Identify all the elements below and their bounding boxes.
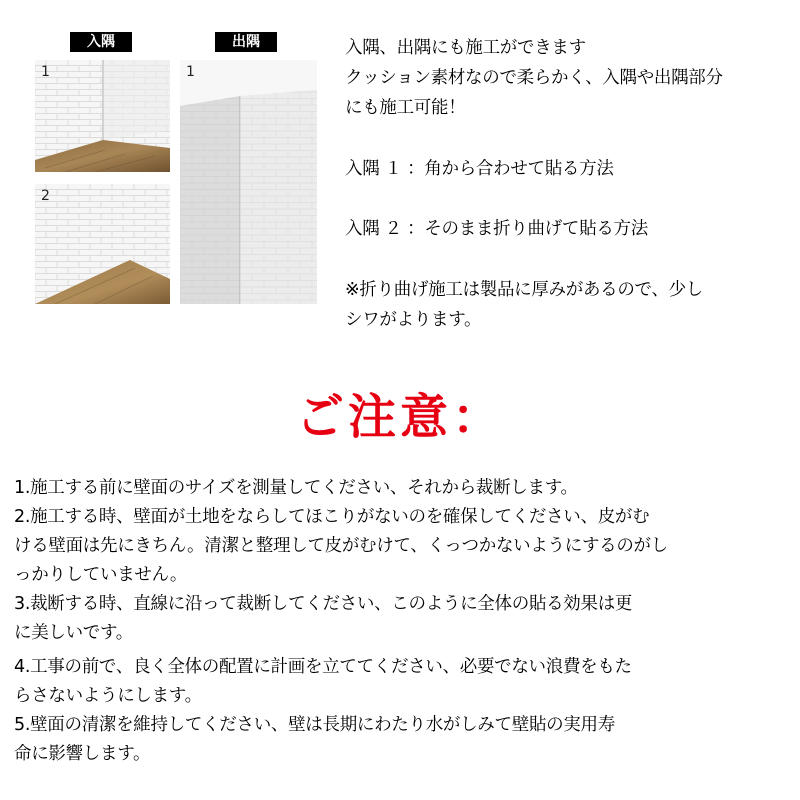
note-line: に美しいです。 xyxy=(14,623,133,643)
remark-line-2: シワがよります。 xyxy=(345,310,482,330)
desc-line-1: 入隅、出隅にも施工ができます xyxy=(345,38,586,58)
photo-number: 2 xyxy=(41,188,50,204)
note-line: らさないようにします。 xyxy=(14,686,202,706)
photo-inner-corner-2 xyxy=(35,184,170,304)
note-line: 4.工事の前で、良く全体の配置に計画を立ててください、必要でない浪費をもた xyxy=(14,657,632,677)
desc-line-3: にも施工可能！ xyxy=(345,98,466,118)
remark-line-1: ※折り曲げ施工は製品に厚みがあるので、少し xyxy=(345,280,704,300)
method-2: 入隅 ２ ：そのまま折り曲げて貼る方法 xyxy=(345,219,648,239)
note-line: 3.裁断する時、直線に沿って裁断してください、このように全体の貼る効果は更 xyxy=(14,594,633,614)
photo-inner-corner-1 xyxy=(35,60,170,172)
note-line: ける壁面は先にきちん。清潔と整理して皮がむけて、くっつかないようにするのがし xyxy=(14,536,668,556)
label-desumi: 出隅 xyxy=(215,32,277,52)
photo-number: 1 xyxy=(186,64,195,80)
method-1: 入隅 １ ：角から合わせて貼る方法 xyxy=(345,159,614,179)
note-line: 命に影響します。 xyxy=(14,744,151,764)
note-line: っかりしていません。 xyxy=(14,565,188,585)
note-line: 2.施工する時、壁面が土地をならしてほこりがないのを確保してください、皮がむ xyxy=(14,507,650,527)
photo-outer-corner xyxy=(180,60,317,304)
note-line: 1.施工する前に壁面のサイズを測量してください、それから裁断します。 xyxy=(14,478,578,498)
caution-title: ご注意： xyxy=(295,389,504,445)
label-irisumi: 入隅 xyxy=(70,32,132,52)
photo-number: 1 xyxy=(41,64,50,80)
desc-line-2: クッション素材なので柔らかく、入隅や出隅部分 xyxy=(345,68,723,88)
note-line: 5.壁面の清潔を維持してください、壁は長期にわたり水がしみて壁貼の実用寿 xyxy=(14,715,615,735)
